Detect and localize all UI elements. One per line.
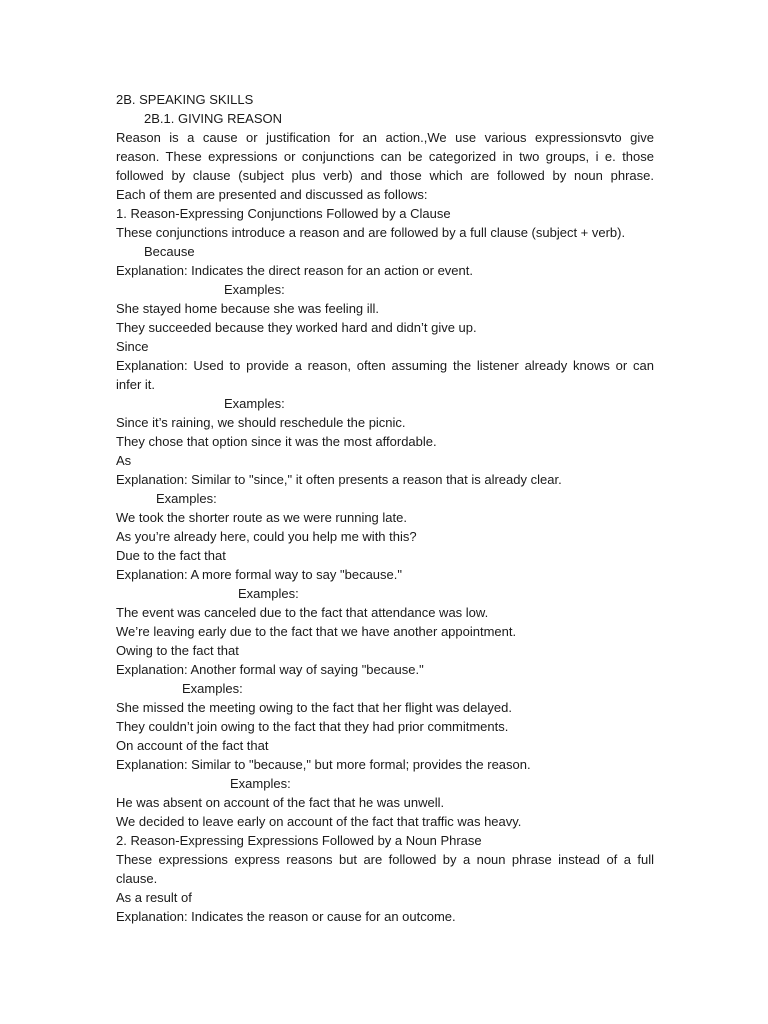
on-account-examples-label: Examples:	[230, 776, 291, 791]
because-example: They succeeded because they worked hard and didn’t give up.	[116, 320, 477, 335]
term-because: Because	[144, 244, 195, 259]
due-to-explanation: Explanation: A more formal way to say "because."	[116, 567, 402, 582]
due-to-examples-label: Examples:	[238, 586, 299, 601]
owing-to-examples-label: Examples:	[182, 681, 243, 696]
document-body	[116, 90, 654, 926]
term-as: As	[116, 453, 132, 468]
owing-to-explanation: Explanation: Another formal way of saying "because."	[116, 662, 424, 677]
as-a-result-of-explanation: Explanation: Indicates the reason or cause for an outcome.	[116, 909, 456, 924]
section-2-description: These expressions express reasons but are followed by a noun phrase instead of a full	[116, 852, 654, 867]
intro-line-3: followed by clause (subject plus verb) and those which are followed by noun phrase.	[116, 168, 654, 183]
on-account-explanation: Explanation: Similar to "because," but more formal; provides the reason.	[116, 757, 531, 772]
section-1-description: These conjunctions introduce a reason and are followed by a full clause (subject + verb).	[116, 225, 626, 240]
intro-line-1: Reason is a cause or justification for an action.,We use various expressionsvto give	[116, 130, 654, 145]
since-explanation-cont: infer it.	[116, 377, 156, 392]
subsection-heading: 2B.1. GIVING REASON	[144, 111, 282, 126]
section-2-description-cont: clause.	[116, 871, 158, 886]
since-example: Since it’s raining, we should reschedule the picnic.	[116, 415, 406, 430]
because-examples-label: Examples:	[224, 282, 285, 297]
due-to-example: The event was canceled due to the fact that attendance was low.	[116, 605, 489, 620]
term-owing-to: Owing to the fact that	[116, 643, 239, 658]
due-to-example: We’re leaving early due to the fact that we have another appointment.	[116, 624, 517, 639]
as-example: As you’re already here, could you help me with this?	[116, 529, 417, 544]
since-example: They chose that option since it was the most affordable.	[116, 434, 437, 449]
term-since: Since	[116, 339, 149, 354]
intro-line-2: reason. These expressions or conjunctions can be categorized in two groups, i e. those	[116, 149, 654, 164]
intro-line-4: Each of them are presented and discussed as follows:	[116, 187, 428, 202]
term-due-to: Due to the fact that	[116, 548, 226, 563]
on-account-example: We decided to leave early on account of the fact that traffic was heavy.	[116, 814, 522, 829]
owing-to-example: She missed the meeting owing to the fact that her flight was delayed.	[116, 700, 513, 715]
term-on-account: On account of the fact that	[116, 738, 269, 753]
owing-to-example: They couldn’t join owing to the fact that they had prior commitments.	[116, 719, 509, 734]
on-account-example: He was absent on account of the fact that he was unwell.	[116, 795, 445, 810]
as-explanation: Explanation: Similar to "since," it often presents a reason that is already clear.	[116, 472, 562, 487]
section-2-title: 2. Reason-Expressing Expressions Followed by a Noun Phrase	[116, 833, 482, 848]
since-explanation: Explanation: Used to provide a reason, often assuming the listener already knows or can	[116, 358, 654, 373]
as-example: We took the shorter route as we were running late.	[116, 510, 407, 525]
since-examples-label: Examples:	[224, 396, 285, 411]
as-examples-label: Examples:	[156, 491, 217, 506]
section-heading: 2B. SPEAKING SKILLS	[116, 92, 254, 107]
term-as-a-result-of: As a result of	[116, 890, 192, 905]
section-1-title: 1. Reason-Expressing Conjunctions Followed by a Clause	[116, 206, 451, 221]
because-example: She stayed home because she was feeling ill.	[116, 301, 380, 316]
because-explanation: Explanation: Indicates the direct reason for an action or event.	[116, 263, 473, 278]
